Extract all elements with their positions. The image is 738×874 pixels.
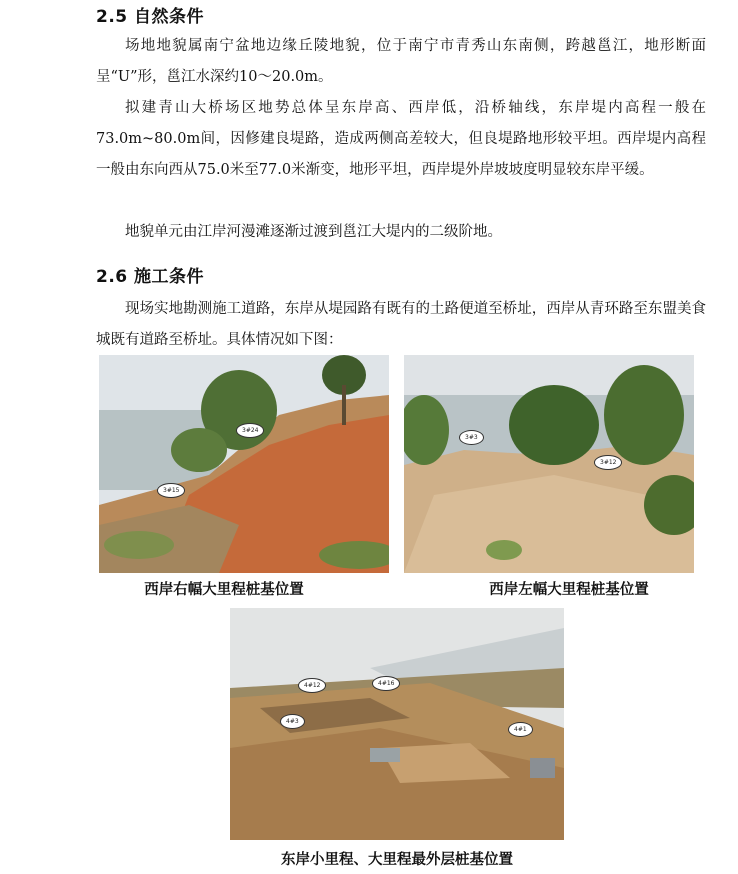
caption-west-bank-right: 西岸右幅大里程桩基位置 <box>144 581 304 598</box>
pile-tag-3-12: 3#12 <box>594 455 622 470</box>
pile-tag-4-12: 4#12 <box>298 678 326 693</box>
section-2-6-heading: 2.6 施工条件 <box>96 267 205 287</box>
pile-tag-4-16: 4#16 <box>372 676 400 691</box>
photo-west-bank-right <box>99 355 389 573</box>
section-2-5-paragraph-3: 地貌单元由江岸河漫滩逐渐过渡到邕江大堤内的二级阶地。 <box>125 224 502 240</box>
section-2-5-heading: 2.5 自然条件 <box>96 7 205 27</box>
photo-east-bank <box>230 608 564 840</box>
photo-west-bank-left <box>404 355 694 573</box>
caption-east-bank: 东岸小里程、大里程最外层桩基位置 <box>281 851 513 868</box>
pile-tag-3-24: 3#24 <box>236 423 264 438</box>
pile-tag-4-1: 4#1 <box>508 722 533 737</box>
caption-west-bank-left: 西岸左幅大里程桩基位置 <box>489 581 649 598</box>
section-2-5-paragraph-2: 拟建青山大桥场区地势总体呈东岸高、西岸低，沿桥轴线，东岸堤内高程一般在73.0m~80.0m间，因修建良堤路，造成两侧高差较大，但良堤路地形较平坦。西岸堤内高程一般由东向西从75.0米至77.0米渐变，地形平坦，西岸堤外岸坡坡度明显较东岸平缓。 <box>96 100 706 178</box>
pile-tag-4-3: 4#3 <box>280 714 305 729</box>
section-2-5-paragraph-1: 场地地貌属南宁盆地边缘丘陵地貌，位于南宁市青秀山东南侧，跨越邕江，地形断面呈“U”形，邕江水深约10～20.0m。 <box>96 38 706 85</box>
pile-tag-3-15: 3#15 <box>157 483 185 498</box>
pile-tag-3-3: 3#3 <box>459 430 484 445</box>
section-2-6-paragraph-1: 现场实地勘测施工道路，东岸从堤园路有既有的土路便道至桥址，西岸从青环路至东盟美食城既有道路至桥址。具体情况如下图： <box>96 301 706 348</box>
